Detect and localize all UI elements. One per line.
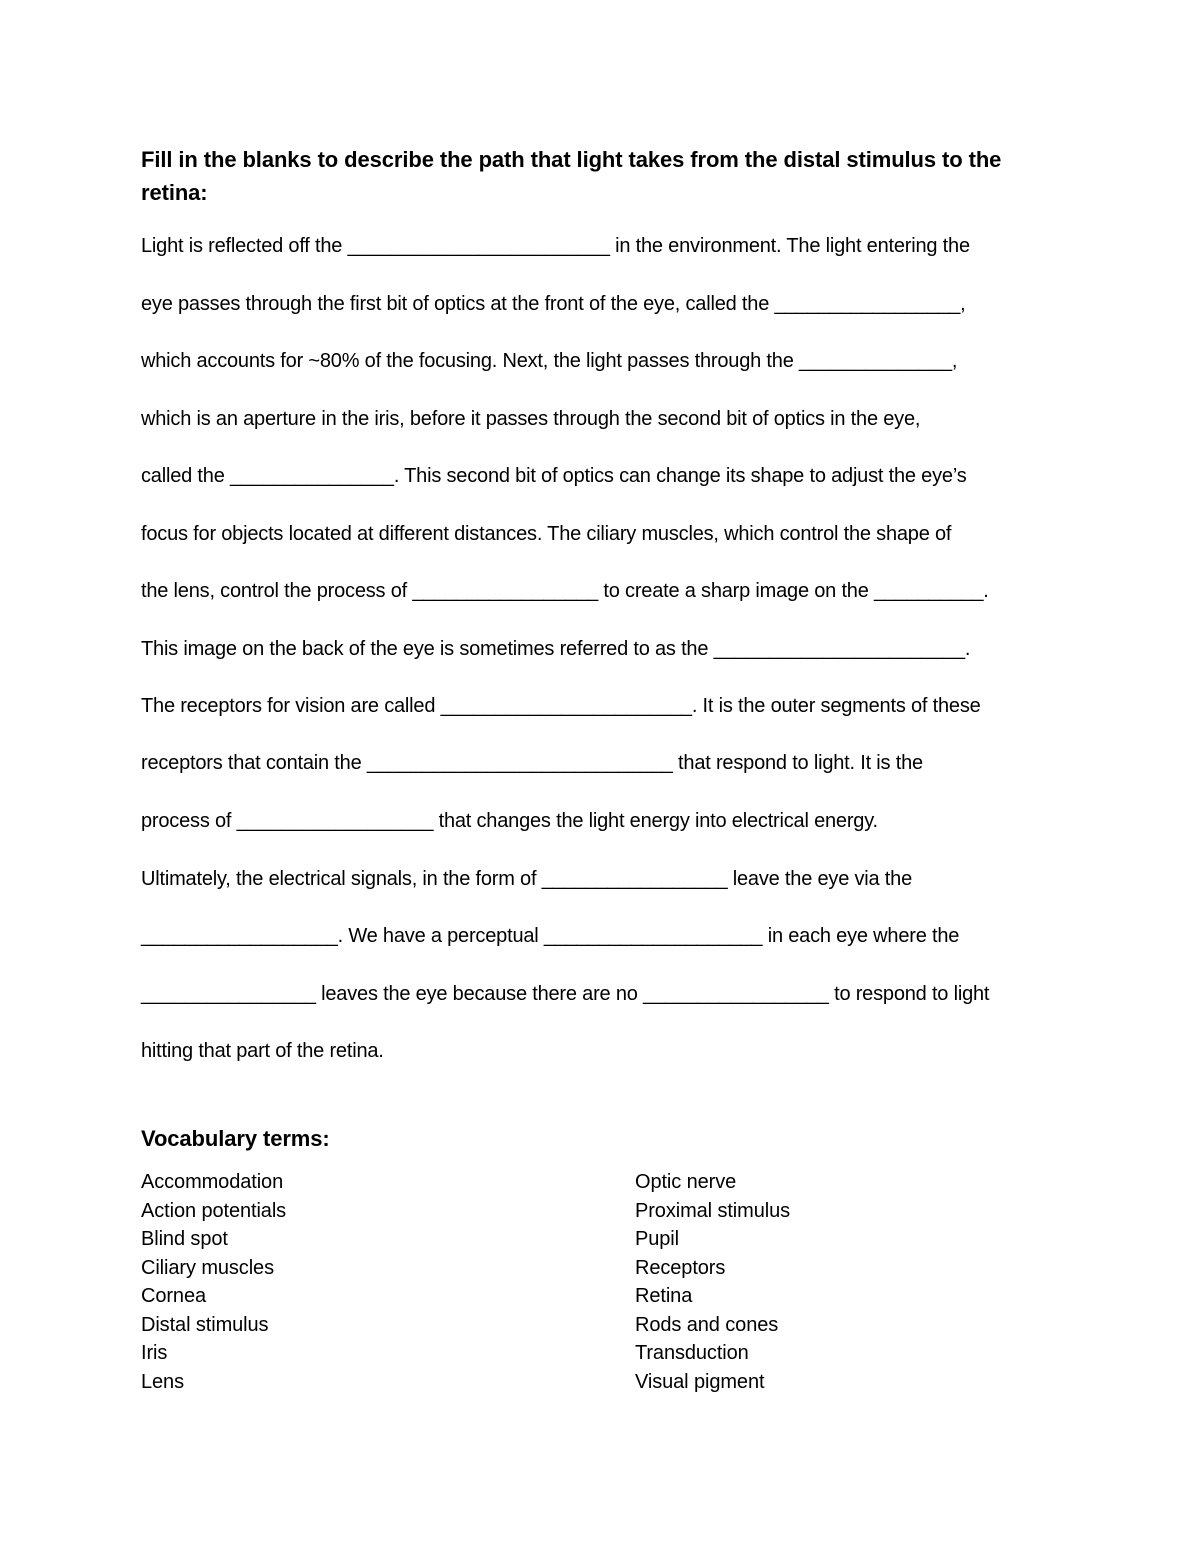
vocab-term: Optic nerve [635,1171,737,1193]
paragraph-line-8: This image on the back of the eye is sometimes referred to as the _______________________. [141,638,971,660]
vocab-term: Retina [635,1285,693,1307]
paragraph-line-7: the lens, control the process of _________________ to create a sharp image on the __________. [141,580,989,602]
paragraph-line-13: __________________. We have a perceptual ____________________ in each eye where the [141,925,960,947]
vocab-term: Distal stimulus [141,1313,269,1336]
paragraph-line-12: Ultimately, the electrical signals, in the form of _________________ leave the eye via the [141,868,913,890]
paragraph-line-11: process of __________________ that changes the light energy into electrical energy. [141,810,878,832]
vocab-term: Blind spot [141,1228,228,1250]
vocab-term: Pupil [635,1228,679,1250]
vocab-term: Cornea [141,1285,206,1307]
worksheet-heading: Fill in the blanks to describe the path that light takes from the distal stimulus to the retina: [141,147,1002,205]
paragraph-line-5: called the _______________. This second bit of optics can change its shape to adjust the eye’s [141,465,967,487]
paragraph-line-6: focus for objects located at different distances. The ciliary muscles, which control the shape of [141,523,952,545]
vocab-term: Visual pigment [635,1370,765,1393]
paragraph-line-14: ________________ leaves the eye because there are no _________________ to respond to light [141,983,990,1005]
vocab-term: Accommodation [141,1171,284,1193]
vocab-term: Transduction [635,1342,749,1364]
vocab-term: Iris [141,1342,168,1364]
paragraph-line-4: which is an aperture in the iris, before it passes through the second bit of optics in the eye, [141,408,921,430]
vocab-term: Receptors [635,1256,726,1279]
vocab-term: Lens [141,1370,184,1393]
paragraph-line-10: receptors that contain the ____________________________ that respond to light. It is the [141,752,923,774]
vocab-term: Action potentials [141,1199,287,1222]
paragraph-line-15: hitting that part of the retina. [141,1040,384,1062]
paragraph-line-9: The receptors for vision are called _______________________. It is the outer segments of these [141,695,981,717]
paragraph-line-2: eye passes through the first bit of optics at the front of the eye, called the _________________, [141,293,966,315]
vocab-term: Ciliary muscles [141,1256,274,1279]
vocabulary-right-column [635,1168,790,1396]
vocab-term: Proximal stimulus [635,1199,790,1222]
paragraph-line-3: which accounts for ~80% of the focusing. Next, the light passes through the ______________, [141,350,958,372]
vocabulary-left-column [141,1168,286,1396]
vocab-term: Rods and cones [635,1313,779,1336]
vocabulary-title: Vocabulary terms: [141,1126,330,1151]
paragraph-line-1: Light is reflected off the ________________________ in the environment. The light entering the [141,235,970,257]
